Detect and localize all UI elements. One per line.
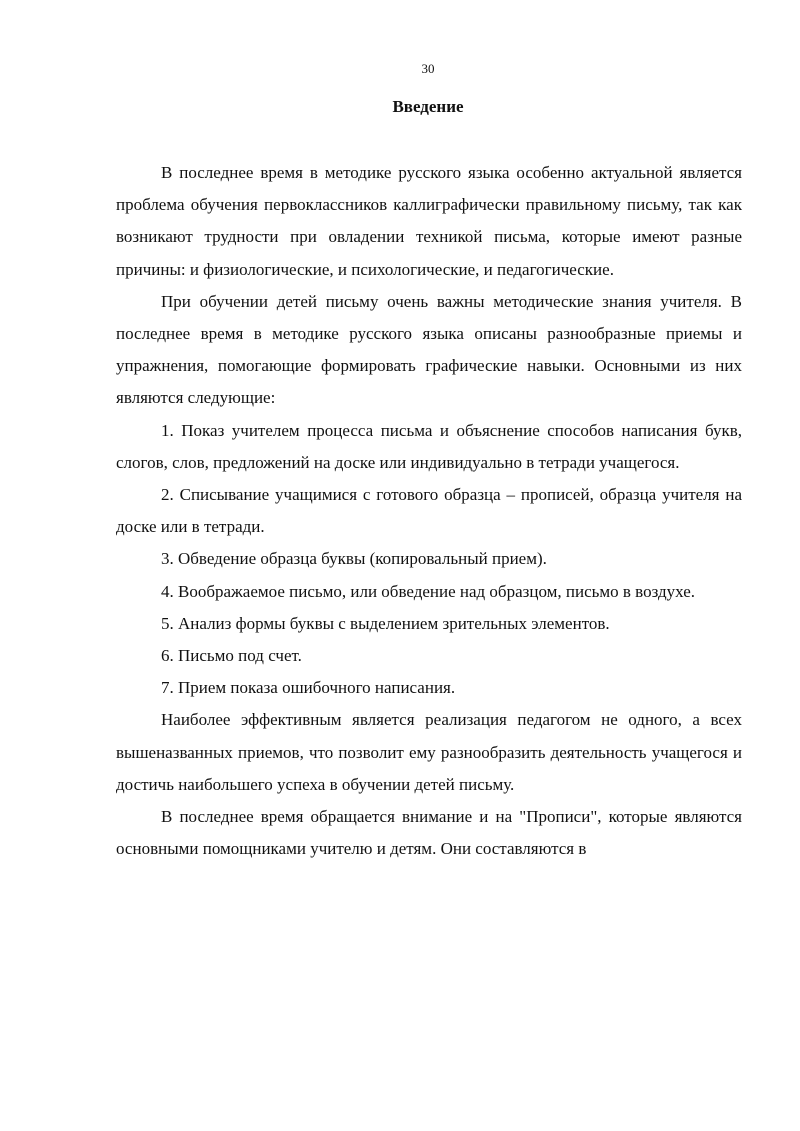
list-item: 4. Воображаемое письмо, или обведение над образцом, письмо в воздухе. [161,581,695,601]
paragraph: При обучении детей письму очень важны методические знания учителя. В последнее время в методике русского языка описаны разнообразные приемы и упражнения, помогающие формировать графические навыки. Основными из них являются следующие: [116,291,742,408]
body-text [116,157,742,865]
section-heading: Введение [392,97,464,116]
list-item: 2. Списывание учащимися с готового образца – прописей, образца учителя на доске или в тетради. [116,485,742,537]
paragraph: В последнее время обращается внимание и на "Прописи", которые являются основными помощниками учителю и детям. Они составляются в [116,807,742,859]
page-number: 30 [421,61,435,76]
list-item: 5. Анализ формы буквы с выделением зрительных элементов. [161,613,610,633]
list-item: 6. Письмо под счет. [161,646,302,666]
list-item: 1. Показ учителем процесса письма и объяснение способов написания букв, слогов, слов, предложений на доске или индивидуально в тетради учащегося. [116,420,742,472]
paragraph: В последнее время в методике русского языка особенно актуальной является проблема обучения первоклассников каллиграфически правильному письму, так как возникают трудности при овладении техникой письма, которые имеют разные причины: и физиологические, и психологические, и педагогические. [116,163,742,279]
list-item: 3. Обведение образца буквы (копировальный прием). [161,549,547,569]
paragraph: Наиболее эффективным является реализация педагогом не одного, а всех вышеназванных приемов, что позволит ему разнообразить деятельность учащегося и достичь наибольшего успеха в обучении детей письму. [116,710,742,794]
list-item: 7. Прием показа ошибочного написания. [161,678,456,698]
